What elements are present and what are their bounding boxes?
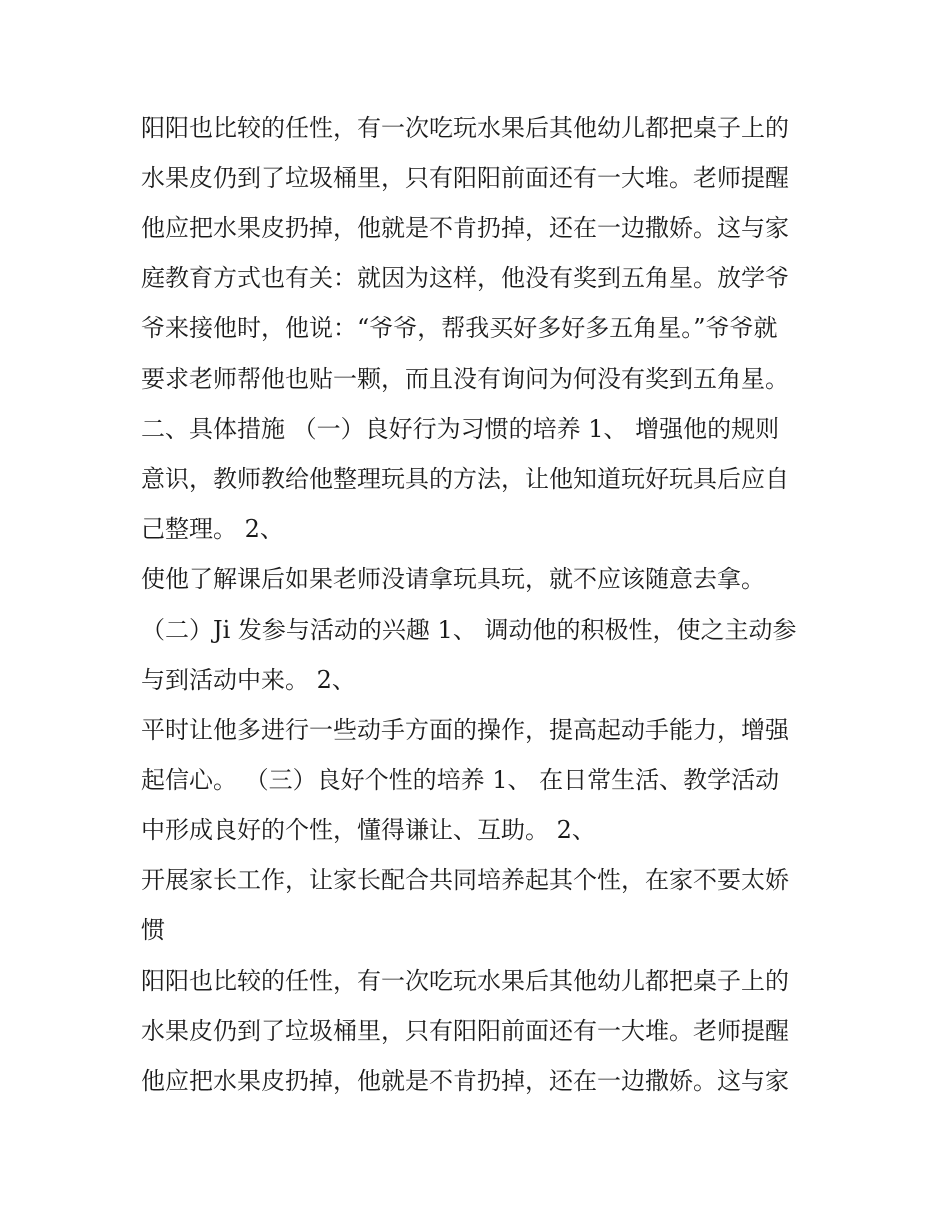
text-line: 水果皮仍到了垃圾桶里，只有阳阳前面还有一大堆。老师提醒: [141, 164, 789, 192]
text-line: 己整理。 2、: [141, 515, 284, 543]
text-line: 阳阳也比较的任性，有一次吃玩水果后其他幼儿都把桌子上的: [141, 114, 789, 142]
text-line: 与到活动中来。 2、: [141, 666, 356, 694]
text-line: 他应把水果皮扔掉，他就是不肯扔掉，还在一边撒娇。这与家: [141, 214, 789, 242]
text-line: 二、具体措施 （一）良好行为习惯的培养 1、 增强他的规则: [141, 415, 780, 443]
text-line: 爷来接他时，他说：“爷爷，帮我买好多好多五角星。”爷爷就: [141, 314, 778, 342]
text-line: 开展家长工作，让家长配合共同培养起其个性，在家不要太娇: [141, 866, 789, 894]
text-line: （二）Ji 发参与活动的兴趣 1、 调动他的积极性，使之主动参: [141, 616, 797, 644]
text-line: 庭教育方式也有关：就因为这样，他没有奖到五角星。放学爷: [141, 264, 789, 292]
text-line: 起信心。 （三）良好个性的培养 1、 在日常生活、教学活动: [141, 766, 780, 794]
text-line: 使他了解课后如果老师没请拿玩具玩，就不应该随意去拿。: [141, 565, 765, 593]
text-line: 阳阳也比较的任性，有一次吃玩水果后其他幼儿都把桌子上的: [141, 967, 789, 995]
text-line: 意识，教师教给他整理玩具的方法，让他知道玩好玩具后应自: [141, 465, 789, 493]
text-line: 中形成良好的个性，懂得谦让、互助。 2、: [141, 816, 596, 844]
text-line: 水果皮仍到了垃圾桶里，只有阳阳前面还有一大堆。老师提醒: [141, 1017, 789, 1045]
text-line: 惯: [141, 916, 165, 944]
text-line: 平时让他多进行一些动手方面的操作，提高起动手能力，增强: [141, 716, 789, 744]
text-line: 要求老师帮他也贴一颗，而且没有询问为何没有奖到五角星。: [141, 365, 789, 393]
text-line: 他应把水果皮扔掉，他就是不肯扔掉，还在一边撒娇。这与家: [141, 1067, 789, 1095]
